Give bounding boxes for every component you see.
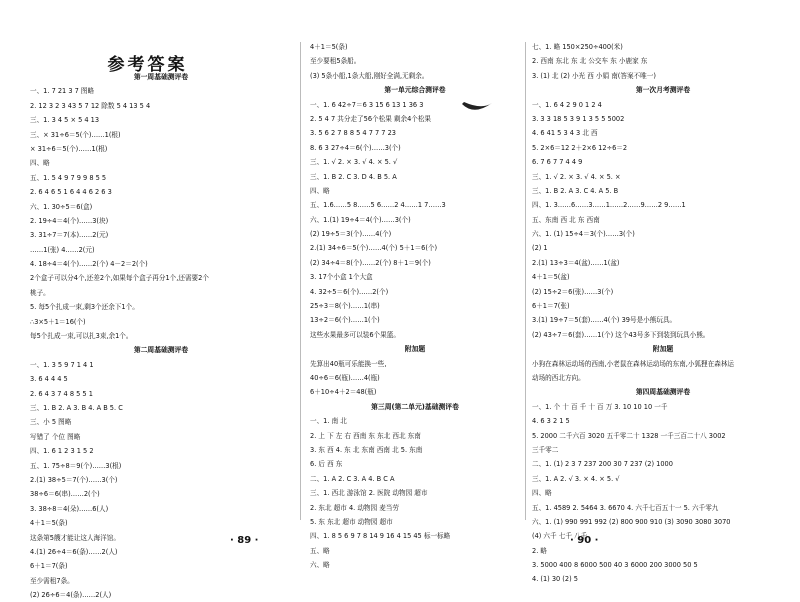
- answer-line: 6. 7 6 7 7 4 4 9: [532, 158, 583, 167]
- answer-line: (2) 34÷4＝8(个)……2(个) 8＋1＝9(个): [310, 258, 431, 267]
- answer-line: 至少要租5条船。: [310, 57, 361, 66]
- section-heading: 附加题: [404, 345, 426, 354]
- answer-line: 六、1. 30÷5＝6(盒): [30, 202, 93, 211]
- answer-line: 6＋1＝7(条): [30, 562, 68, 571]
- answer-line: 3. 38÷8＝4(朵)……6(人): [30, 504, 109, 513]
- page-number-left: · 89 ·: [230, 535, 259, 546]
- section-heading: 第二周基础测评卷: [133, 346, 189, 355]
- answer-line: 六、1.(1) 19÷4＝4(个)……3(个): [310, 215, 411, 224]
- answer-line: 2. 12 3 2 3 43 5 7 12 除数 5 4 13 5 4: [30, 101, 151, 110]
- answer-line: 5. 2000 二千六百 3020 五千零二十 1328 一千三百二十八 3002: [532, 431, 726, 440]
- section-heading: 附加题: [652, 345, 674, 354]
- column-3: [532, 40, 794, 587]
- answer-line: 四、1. 6 1 2 3 1 5 2: [30, 447, 94, 456]
- answer-line: 2.(1) 34÷6＝5(个)……4(个) 5＋1＝6(个): [310, 244, 438, 253]
- answer-line: 3. 31÷7＝7(本)……2(元): [30, 231, 109, 240]
- answer-line: 2. 略: [532, 546, 547, 555]
- answer-line: 三千零二: [532, 445, 559, 454]
- answer-line: 6＋1＝7(张): [532, 302, 570, 311]
- answer-line: × 31÷6＝5(个)……1(根): [30, 144, 108, 153]
- answer-line: (2) 43÷7＝6(套)……1(个) 这个43号多下到装到玩具小熊。: [532, 330, 710, 339]
- answer-line: 4. (1) 30 (2) 5: [532, 575, 578, 584]
- answer-line: 写错了 个位 图略: [30, 432, 81, 441]
- answer-line: 四、略: [310, 186, 330, 195]
- answer-line: 三、1. 西北 游泳馆 2. 医院 动物园 超市: [310, 489, 428, 498]
- section-heading: 第一周基础测评卷: [133, 73, 189, 81]
- answer-line: 40÷6＝6(瓶)……4(瓶): [310, 373, 380, 382]
- answer-line: 一、1. 7 21 3 7 图略: [30, 87, 95, 96]
- answer-line: 6＋10÷4＋2＝48(瓶): [310, 388, 377, 397]
- answer-line: 13÷2＝6(个)……1(个): [310, 316, 380, 325]
- page-title: 参考答案: [107, 55, 188, 75]
- answer-line: 五、1.6……5 8……5 6……2 4……1 7……3: [310, 201, 446, 210]
- answer-line: 6. 后 西 东: [310, 460, 343, 469]
- answer-line: 38÷6＝6(串)……2(个): [30, 490, 100, 499]
- answer-line: 四、略: [532, 489, 552, 498]
- answer-line: 4. 18÷4＝4(个)……2(个) 4－2＝2(个): [30, 260, 148, 269]
- section-heading: 第一次月考测评卷: [635, 86, 691, 95]
- answer-line: 3. 3 3 18 5 3 9 1 3 5 5 5002: [532, 114, 625, 123]
- answer-line: 三、1. √ 2. × 3. √ 4. × 5. √: [310, 158, 398, 167]
- answer-line: 三、1. √ 2. × 3. √ 4. × 5. ×: [532, 172, 621, 181]
- answer-line: 4＋1＝5(盆): [532, 273, 570, 282]
- answer-line: 2. 东北 超市 4. 动物园 麦当劳: [310, 503, 399, 512]
- answer-line: (2) 1: [532, 244, 548, 253]
- answer-line: 一、1. 南 北: [310, 417, 347, 426]
- answer-line: 小狗在森林运动场的西南,小老鼠在森林运动场的东南,小狐狸在森林运: [532, 359, 735, 368]
- answer-line: 三、1. 3 4 5 × 5 4 13: [30, 116, 100, 125]
- answer-line: 一、1. 3 5 9 7 1 4 1: [30, 360, 94, 369]
- answer-line: 一、1. 6 4 2 9 0 1 2 4: [532, 100, 602, 109]
- section-heading: 第一单元综合测评卷: [384, 86, 446, 95]
- answer-line: 4. 32÷5＝6(个)……2(个): [310, 287, 389, 296]
- answer-line: 先算出40瓶可乐能换一些,: [310, 359, 387, 368]
- answer-line: 25÷3＝8(个)……1(串): [310, 302, 380, 311]
- answer-line: (4) 六千 七千 八千: [532, 532, 588, 541]
- banana-icon: [460, 100, 494, 114]
- answer-line: 三、1. B 2. A 3. B 4. A B 5. C: [30, 403, 123, 412]
- answer-line: 五、东南 西 北 东 西南: [532, 215, 600, 224]
- answer-line: 三、× 31÷6＝5(个)……1(根): [30, 130, 121, 139]
- answer-line: ……1(张) 4……2(元): [30, 245, 95, 254]
- answer-line: 桃子。: [30, 288, 50, 297]
- answer-line: 至少需租7条。: [30, 576, 74, 585]
- answer-line: 4＋1＝5(条): [310, 43, 348, 51]
- answer-line: 3. 6 4 4 4 5: [30, 375, 68, 384]
- answer-line: (2) 19÷5＝3(个)……4(个): [310, 230, 392, 239]
- answer-line: 三、1. A 2. √ 3. × 4. × 5. √: [532, 474, 620, 483]
- answer-line: 六、略: [310, 561, 330, 570]
- answer-line: 这些水果最多可以装6个果篮。: [310, 330, 400, 339]
- answer-line: 四、1. 3……6……3……1……2……9……2 9……1: [532, 201, 686, 210]
- answer-line: 2.(1) 13÷3＝4(盆)……1(盆): [532, 258, 620, 267]
- answer-line: 2. 6 4 3 7 4 8 5 5 1: [30, 389, 93, 398]
- answer-line: 3. 东 西 4. 东 北 东南 西南 北 5. 东南: [310, 445, 423, 454]
- answer-line: 七、1. 略 150×250÷400(米): [532, 43, 623, 51]
- section-heading: 第四周基础测评卷: [635, 388, 691, 397]
- answer-line: 3. 5000 400 8 6000 500 40 3 6000 200 3000 50 5: [532, 561, 698, 570]
- answer-line: 2. 5 4 7 共分走了56个松果 剩余4个松果: [310, 114, 432, 123]
- answer-line: 六、1. (1) 990 991 992 (2) 800 900 910 (3) 3090 3080 3070: [532, 517, 731, 526]
- answer-line: 8. 6 3 27÷4＝6(个)……3(个): [310, 143, 401, 152]
- section-heading: 第三周(第二单元)基础测评卷: [371, 402, 459, 411]
- answer-line: 3. (1) 北 (2) 小光 西 小娟 南(答案不唯一): [532, 71, 656, 80]
- answer-line: (2) 26÷6＝4(条)……2(人): [30, 591, 112, 600]
- answer-line: 2个盒子可以分4个,还差2个,如果每个盒子再分1个,还需要2个: [30, 274, 209, 283]
- answer-line: 一、1. 个 十 百 千 十 百 万 3. 10 10 10 一千: [532, 402, 668, 411]
- answer-line: 五、略: [310, 546, 330, 555]
- answer-line: 2. 19÷4＝4(个)……3(块): [30, 216, 109, 225]
- answer-line: 这条第5艘才能让这人海洋馆。: [30, 533, 120, 542]
- answer-line: 5. 2×6＝12 2＋2×6 12÷6＝2: [532, 143, 628, 152]
- answer-line: 2. 上 下 左 右 西南 东 东北 西北 东南: [310, 431, 421, 440]
- answer-line: (3) 5条小船,1条大船,刚好全满,无剩余。: [310, 71, 429, 80]
- answer-line: 四、略: [30, 159, 50, 168]
- answer-line: 2. 西南 东北 东 北 公交车 东 小鹿家 东: [532, 57, 648, 66]
- answer-line: 三、1. B 2. C 3. D 4. B 5. A: [310, 172, 397, 181]
- answer-line: 五、1. 4589 2. 5464 3. 6670 4. 六千七百五十一 5. 六千零九: [532, 503, 719, 512]
- answer-line: 六、1. (1) 15÷4＝3(个)……3(个): [532, 230, 635, 239]
- answer-line: 4. 6 41 5 3 4 3 北 西: [532, 129, 598, 138]
- answer-line: 5. 每5个扎成一束,剩3个还余下1个。: [30, 303, 139, 312]
- answer-line: 一、1. 6 42÷7＝6 3 15 6 13 1 36 3: [310, 100, 424, 109]
- answer-line: 五、1. 75÷8＝9(个)……3(根): [30, 461, 122, 470]
- answer-line: 4＋1＝5(条): [30, 519, 68, 528]
- answer-line: 3. 5 6 2 7 8 8 5 4 7 7 7 23: [310, 129, 396, 138]
- answer-line: 3. 17个小盒 1个大盒: [310, 273, 373, 282]
- answer-line: (2) 15÷2＝6(张)……3(个): [532, 287, 614, 296]
- answer-line: 四、1. 8 5 6 9 7 8 14 9 16 4 15 45 标一标略: [310, 532, 451, 541]
- answer-line: 2.(1) 38÷5＝7(个)……3(个): [30, 475, 118, 484]
- answer-line: 动场的西北方向。: [532, 373, 585, 382]
- answer-line: 二、1. (1) 2 3 7 237 200 30 7 237 (2) 1000: [532, 460, 673, 469]
- answer-line: 三、小 5 图略: [30, 418, 72, 427]
- answer-line: 2. 6 4 6 5 1 6 4 4 6 2 6 3: [30, 188, 112, 197]
- answer-line: 3.(1) 19÷7＝5(套)……4(个) 39号是小熊玩具。: [532, 316, 677, 325]
- answer-line: 4. 6 3 2 1 5: [532, 417, 570, 426]
- column-1: [30, 70, 292, 602]
- answer-line: 五、1. 5 4 9 7 9 9 8 5 5: [30, 173, 107, 182]
- column-2: [310, 40, 520, 572]
- answer-line: ∴3×5＋1＝16(个): [30, 317, 86, 326]
- answer-line: 每5个扎成一束,可以扎3束,余1个。: [30, 332, 133, 341]
- answer-line: 二、1. A 2. C 3. A 4. B C A: [310, 474, 395, 483]
- column-divider: [525, 42, 526, 520]
- answer-line: 4.(1) 26÷4＝6(条)……2(人): [30, 547, 118, 556]
- page-number-right: · 90 ·: [570, 535, 599, 546]
- answer-line: 5. 东 东北 超市 动物园 超市: [310, 517, 393, 526]
- column-divider: [300, 42, 301, 520]
- answer-line: 三、1. B 2. A 3. C 4. A 5. B: [532, 186, 619, 195]
